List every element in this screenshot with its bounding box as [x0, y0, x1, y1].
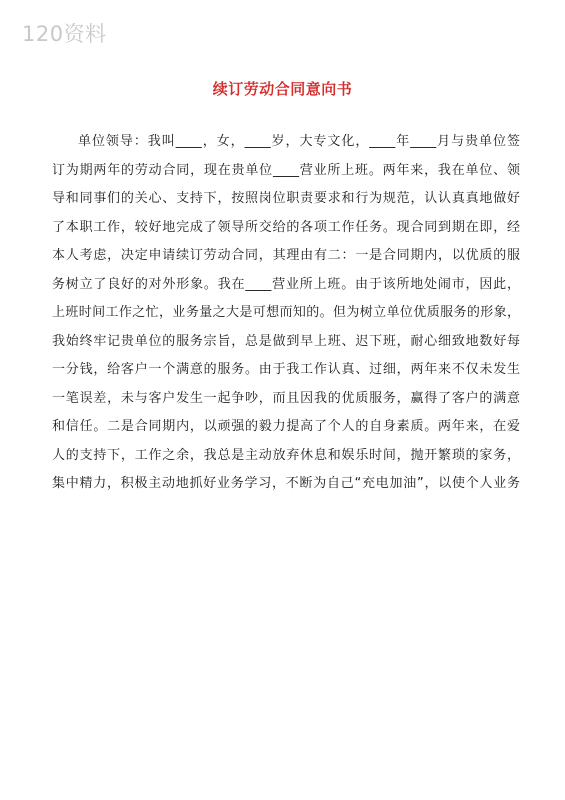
watermark-logo: 120资料 [22, 22, 107, 46]
body-line: 上班时间工作之忙，业务量之大是可想而知的。但为树立单位优质服务的形象， [52, 305, 520, 320]
body-line: 本人考虑，决定申请续订劳动合同，其理由有二：一是合同期内，以优质的服 [52, 248, 520, 263]
body-line: 导和同事们的关心、支持下，按照岗位职责要求和行为规范，认认真真地做好 [52, 191, 520, 206]
body-line: 人的支持下，工作之余，我总是主动放弃休息和娱乐时间，抛开繁琐的家务， [52, 447, 520, 463]
document-title: 续订劳动合同意向书 [212, 80, 353, 98]
body-line: 和信任。二是合同期内，以顽强的毅力提高了个人的自身素质。两年来，在爱 [52, 419, 520, 434]
body-line: 订为期两年的劳动合同，现在贵单位____营业所上班。两年来，我在单位、领 [52, 162, 520, 178]
body-line: 务树立了良好的对外形象。我在____营业所上班。由于该所地处闹市，因此， [52, 276, 520, 292]
body-line: 集中精力，积极主动地抓好业务学习，不断为自己“充电加油”，以使个人业务 [52, 476, 520, 491]
body-line: 一分钱，给客户一个满意的服务。由于我工作认真、过细，两年来不仅未发生 [52, 362, 520, 377]
body-line: 一笔误差，未与客户发生一起争吵，而且因我的优质服务，赢得了客户的满意 [52, 390, 520, 406]
document-body [52, 128, 520, 499]
body-line: 我始终牢记贵单位的服务宗旨，总是做到早上班、迟下班，耐心细致地数好每 [52, 333, 520, 349]
body-line: 了本职工作，较好地完成了领导所交给的各项工作任务。现合同到期在即，经 [52, 219, 520, 235]
body-line: 单位领导：我叫____，女，____岁，大专文化，____年____月与贵单位签 [78, 134, 520, 149]
